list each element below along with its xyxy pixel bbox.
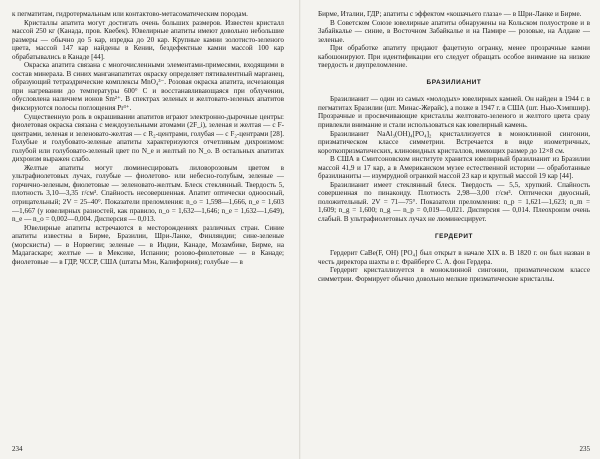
paragraph: Гердерит кристаллизуется в моноклинной сингонии, призматическом классе симметрии. Формирует обычно довольно мелкие призматические кристаллы.: [318, 266, 590, 283]
paragraph: Желтые апатиты могут люминесцировать лиловорозовым цветом в ультрафиолетовых лучах, голубые — фиолетово- или небесно-голубым, зеленые — горчично-зеленым, фиолетовые — зеленовато-желтым. Блеск стеклянный. Твердость 5, плотность 3,10—3,35 г/см³. Спайность несовершенная. Апатит оптически одноосный, отрицательный; 2V = 25–40°. Показатели преломления: n_o = 1,598—1,666, n_e = 1,603—1,667 (у ювелирных разностей, как правило, n_o = 1,632—1,646; n_e = 1,632—1,649), n_e — n_o = 0,002—0,004. Дисперсия — 0,013.: [12, 163, 284, 224]
paragraph: Бразилианит имеет стеклянный блеск. Твердость — 5,5, хрупкий. Спайность совершенная по пинакоиду. Плотность 2,98—3,00 г/см³. Оптически двуосный, положительный. 2V = 71—75°. Показатели преломления: n_p = 1,621—1,623; n_m = 1,609; n_g = 1,600; n_g — n_p = 0,019—0,021. Дисперсия — 0,014. Плеохроизм очень слабый. В ультрафиолетовых лучах не люминесцирует.: [318, 180, 590, 224]
paragraph: Бразилианит — один из самых «молодых» ювелирных камней. Он найден в 1944 г. в пегматитах Бразилии (шт. Минас-Жерайс), а позже в 1947 г. в США (шт. Нью-Хэмпшир). Прозрачные и просвечивающие кристаллы желтовато-зеленого и желтого цвета сразу привлекли внимание и стали использоваться как ювелирный камень.: [318, 95, 590, 130]
right-page: [318, 10, 590, 450]
page-number-left: 234: [12, 445, 23, 453]
paragraph: В Советском Союзе ювелирные апатиты обнаружены на Кольском полуострове и в Забайкалье — синие, в Восточном Забайкалье и на Памире — розовые, на Алдане — зеленые.: [318, 18, 590, 44]
book-spine: [299, 0, 301, 459]
paragraph: Окраска апатита связана с многочисленными элементами-примесями, входящими в состав минерала. В синих манганапатитах окраску определяет пятивалентный марганец, образующий тетраэдрические комплексы MnO₄³⁻. Розовая окраска апатита, исчезающая при нагревании до температуры 600° С и восстанавливающаяся при облучении, обусловлена наличием ионов Sm²⁺. В спектрах зеленых и желтовато-зеленых апатитов фиксируются полосы поглощения Pr³⁺.: [12, 61, 284, 113]
section-heading-herderite: ГЕРДЕРИТ: [434, 232, 474, 240]
paragraph: Существенную роль в окрашивании апатитов играют электронно-дырочные центры: фиолетовая окраска связана с междоузельными атомами (2F_i), зеленая и желтая — с F-центрами, зеленая и зеленовато-желтая — с R₂-центрами, голубая — с F₂-центрами [28]. Голубые и голубовато-зеленые апатиты характеризуются отчетливым дихроизмом: голубой или голубовато-зеленый цвет по N_e и желтый по N_o. В остальных апатитах дихроизм выражен слабо.: [12, 112, 284, 164]
paragraph: Гердерит CaBe(F, OH) [PO₄] был открыт в начале XIX в. В 1820 г. он был назван в честь директора шахты в г. Фрайберге С. А. фон Гердера.: [318, 249, 590, 266]
paragraph: Ювелирные апатиты встречаются в месторождениях различных стран. Синие апатиты известны в Бирме, Бразилии, Шри-Ланке, Финляндии; сине-зеленые (морскисты) — в Норвегии; зеленые — в Индии, Канаде, Мозамбике, Бирме, на Мадагаскаре; желтые — в Мексике, Испании; розово-фиолетовые — в Канаде; фиолетовые — в ГДР, ЧССР, США (штаты Мэн, Калифорния); голубые — в: [12, 223, 284, 266]
left-page: [12, 10, 284, 450]
paragraph: Бразилианит NaAl₃(OH)₄[PO₄]₂ кристаллизуется в моноклинной сингонии, призматическом классе симметрии. Встречается в виде изометричных, короткопризматических, клиновидных кристаллов, имеющих размер до 12×8 см.: [318, 129, 590, 155]
section-heading-brazilianite: БРАЗИЛИАНИТ: [426, 78, 482, 86]
paragraph: При обработке апатиту придают фацетную огранку, менее прозрачные камни кабошонируют. При идентификации его следует обращать особое внимание на низкие твердость и двупреломление.: [318, 44, 590, 70]
paragraph: к пегматитам, гидротермальным или контактово-метасоматическим породам.: [12, 10, 248, 18]
page-number-right: 235: [579, 445, 590, 453]
paragraph: Кристаллы апатита могут достигать очень больших размеров. Известен кристалл массой 250 кг (Канада, пров. Квебек). Ювелирные апатиты имеют довольно небольшие размеры — обычно до 5 кар, изредка до 20 кар. Крупные камни золотисто-зеленого цвета, массой 147 кар найдены в Кении, бездефектные камни массой 100 кар обрабатывались в Канаде [44].: [12, 18, 284, 61]
paragraph: Бирме, Италии, ГДР; апатиты с эффектом «кошачьего глаза» — в Шри-Ланке и Бирме.: [318, 10, 582, 18]
paragraph: В США в Смитсоновском институте хранится ювелирный бразилианит из Бразилии массой 41,9 и 17 кар, а в Американском музее естественной истории — обработанные бразилианиты — изумрудной огранкой массой 23 кар и круглый массой 19 кар [44].: [318, 155, 590, 181]
